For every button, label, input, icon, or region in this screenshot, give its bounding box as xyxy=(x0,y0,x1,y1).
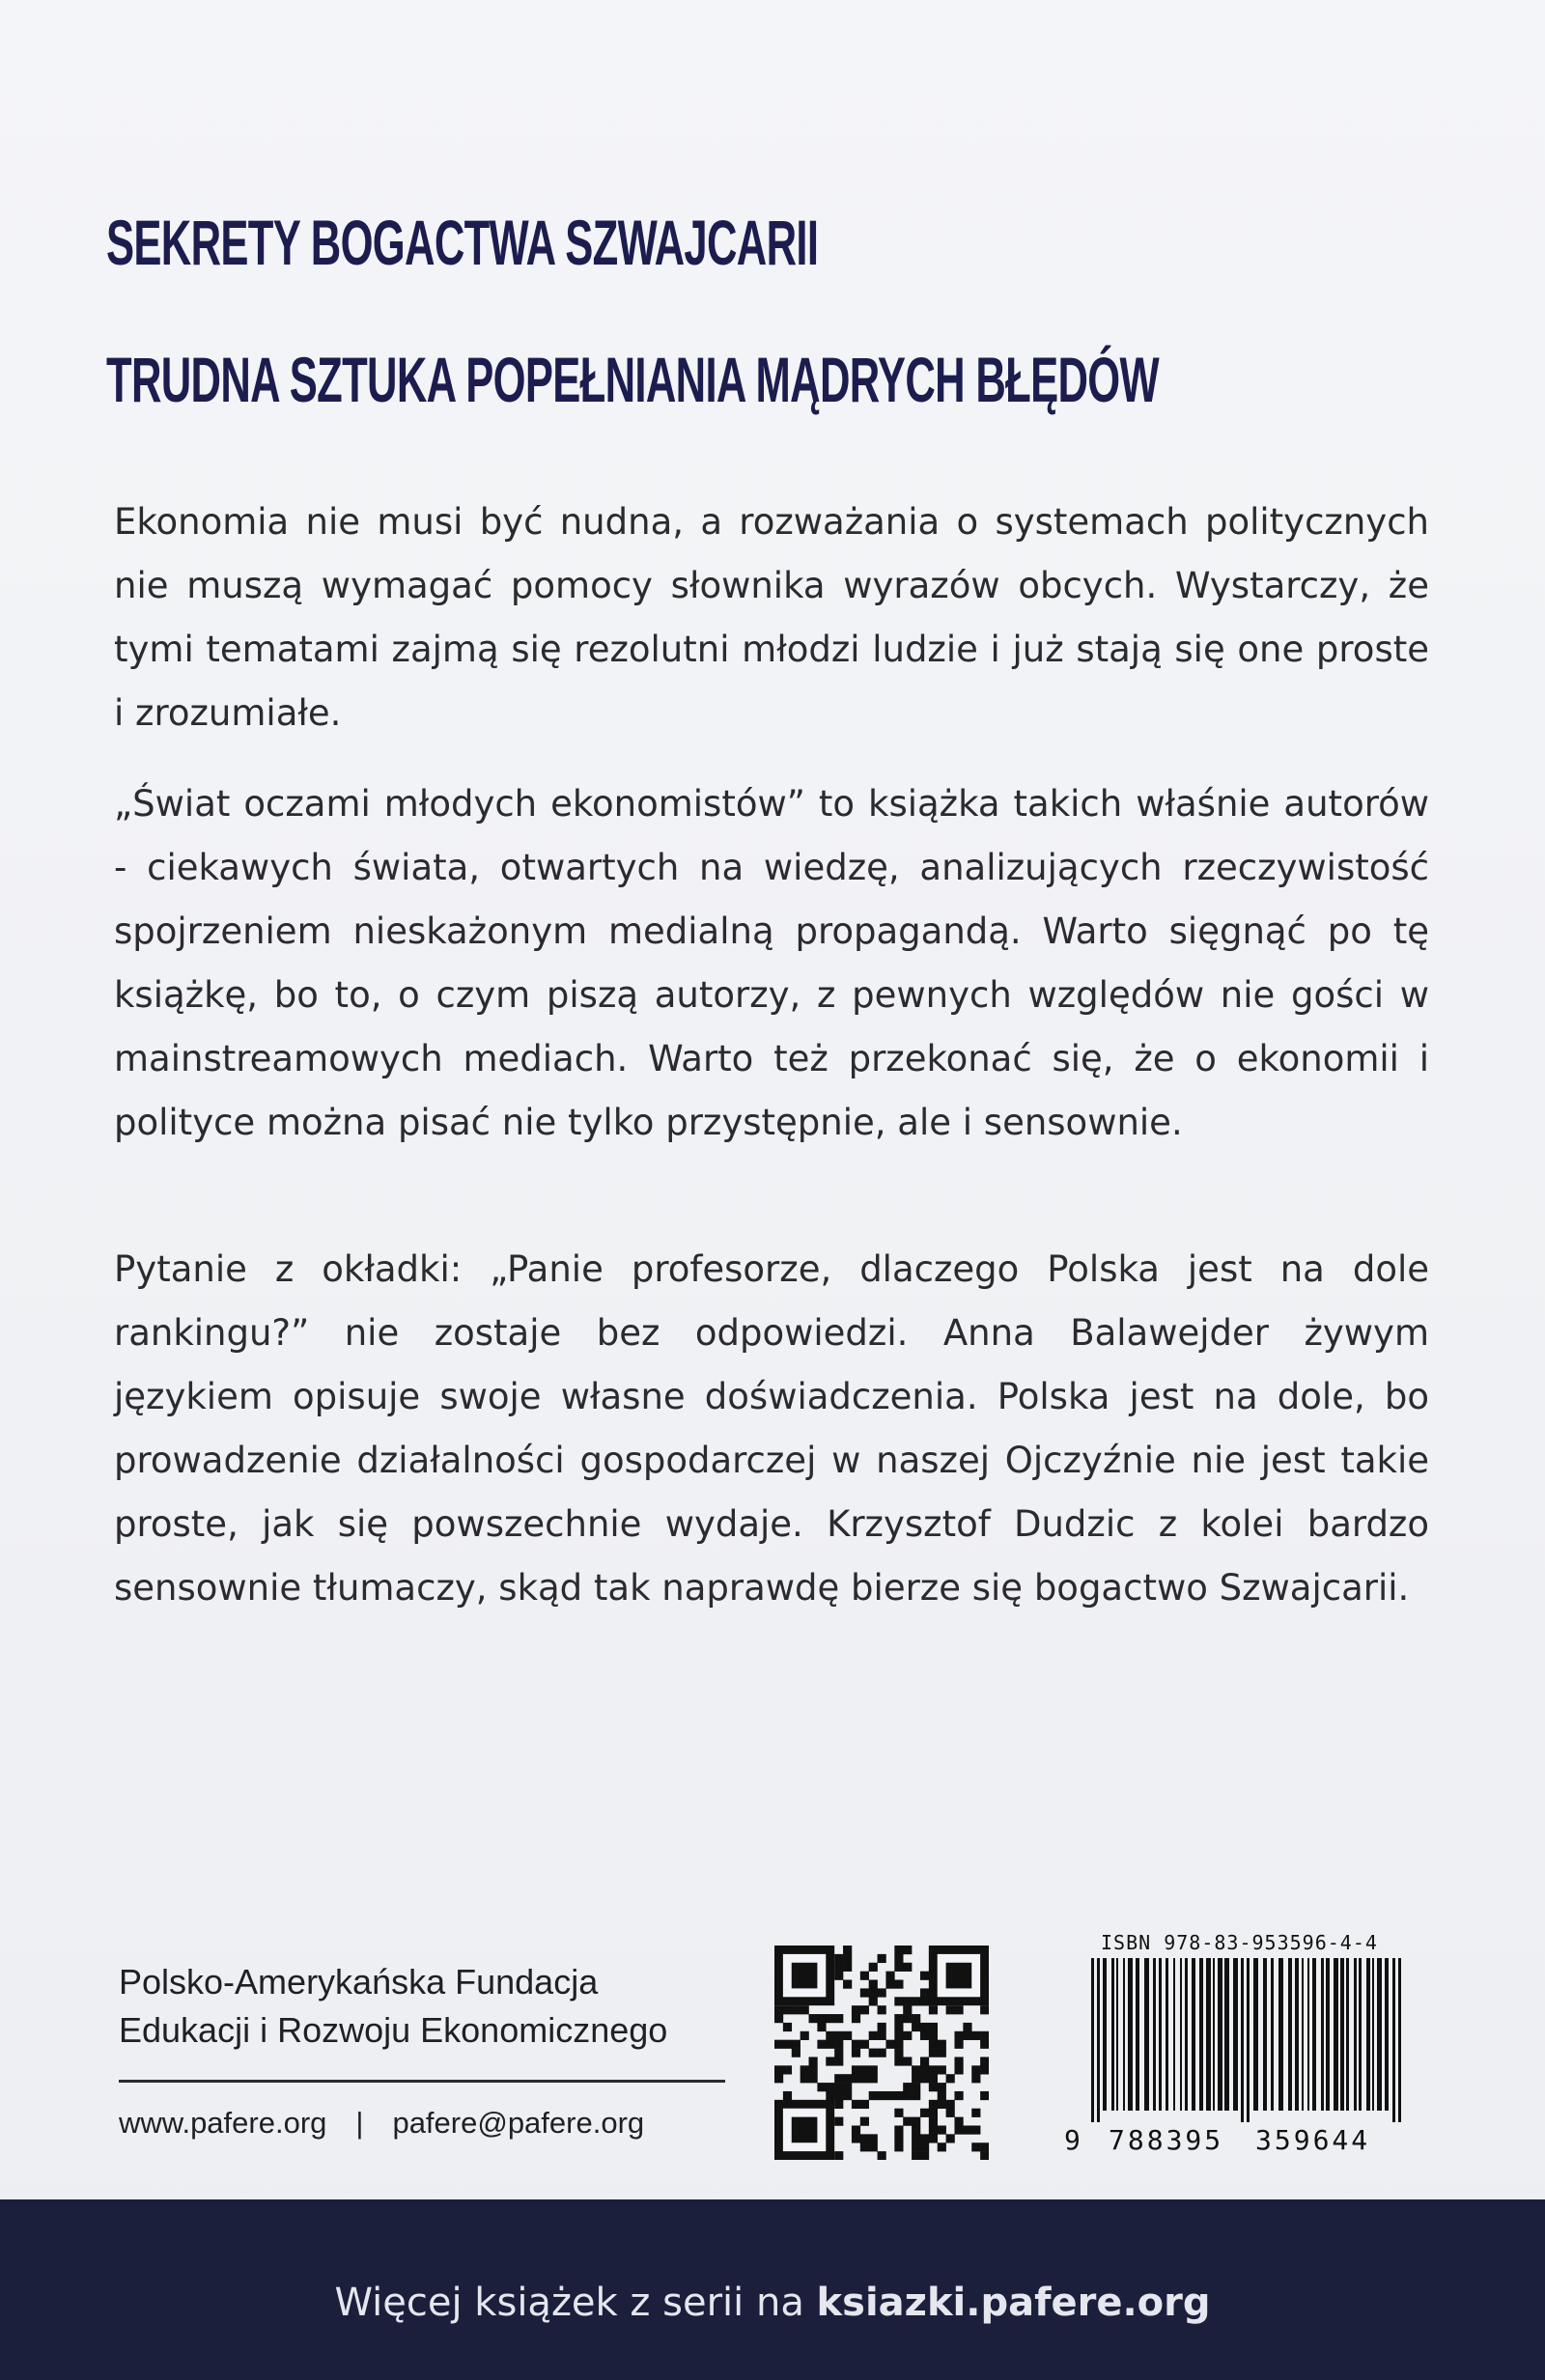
footer-series-link xyxy=(0,2281,1545,2325)
isbn-barcode xyxy=(1062,1931,1418,2161)
publisher-divider xyxy=(119,2080,725,2083)
barcode-bars-icon xyxy=(1091,1958,1410,2122)
publisher-website-link[interactable]: www.pafere.org xyxy=(119,2106,327,2140)
ean-first-digit: 9 xyxy=(1064,2124,1081,2156)
publisher-block xyxy=(119,1958,727,2144)
paragraph-text: „Świat oczami młodych ekonomistów” to książka takich właśnie autorów - ciekawych świata, otwartych na wiedzę, analizujących rzeczywistość spojrzeniem nieskażonym medialną propagandą. Warto sięgnąć po tę książkę, bo to, o czym piszą autorzy, z pewnych względów nie gości w mainstreamowych mediach. Warto też przekonać się, że o ekonomii i polityce można pisać nie tylko przystępnie, ale i sensownie. xyxy=(114,783,1429,1143)
headline-wise-mistakes: TRUDNA SZTUKA POPEŁNIANIA MĄDRYCH BŁĘDÓW xyxy=(106,344,1159,415)
publisher-contacts xyxy=(119,2102,727,2144)
footer-site-link[interactable]: ksiazki.pafere.org xyxy=(816,2281,1211,2325)
ean-left-digits: 788395 xyxy=(1109,2124,1224,2156)
ean-right-digits: 359644 xyxy=(1255,2124,1371,2156)
blurb-paragraph-3 xyxy=(114,1238,1429,1620)
paragraph-text: Pytanie z okładki: „Panie profesorze, dlaczego Polska jest na dole rankingu?” nie zostaje bez odpowiedzi. Anna Balawejder żywym językiem opisuje swoje własne doświadczenia. Polska jest na dole, bo prowadzenie działalności gospodarczej w naszej Ojczyźnie nie jest takie proste, jak się powszechnie wydaje. Krzysztof Dudzic z kolei bardzo sensownie tłumaczy, skąd tak naprawdę bierze się bogactwo Szwajcarii. xyxy=(114,1248,1429,1609)
contact-separator: | xyxy=(355,2106,364,2140)
paragraph-text: Ekonomia nie musi być nudna, a rozważania o systemach politycznych nie muszą wymagać pomocy słownika wyrazów obcych. Wystarczy, że tymi tematami zajmą się rezolutni młodzi ludzie i już stają się one proste i zrozumiałe. xyxy=(114,501,1429,734)
blurb-paragraph-2 xyxy=(114,772,1429,1155)
isbn-label: ISBN 978-83-953596-4-4 xyxy=(1101,1931,1378,1954)
publisher-name-line-2: Edukacji i Rozwoju Ekonomicznego xyxy=(119,2010,668,2050)
qr-code-graphic xyxy=(774,1946,989,2160)
qr-code-icon xyxy=(774,1946,989,2160)
footer-prefix: Więcej książek z serii na xyxy=(334,2281,817,2325)
headline-swiss-wealth: SEKRETY BOGACTWA SZWAJCARII xyxy=(106,207,819,278)
publisher-name-line-1: Polsko-Amerykańska Fundacja xyxy=(119,1962,599,2002)
publisher-email-link[interactable]: pafere@pafere.org xyxy=(392,2106,645,2140)
blurb-paragraph-1 xyxy=(114,490,1429,745)
